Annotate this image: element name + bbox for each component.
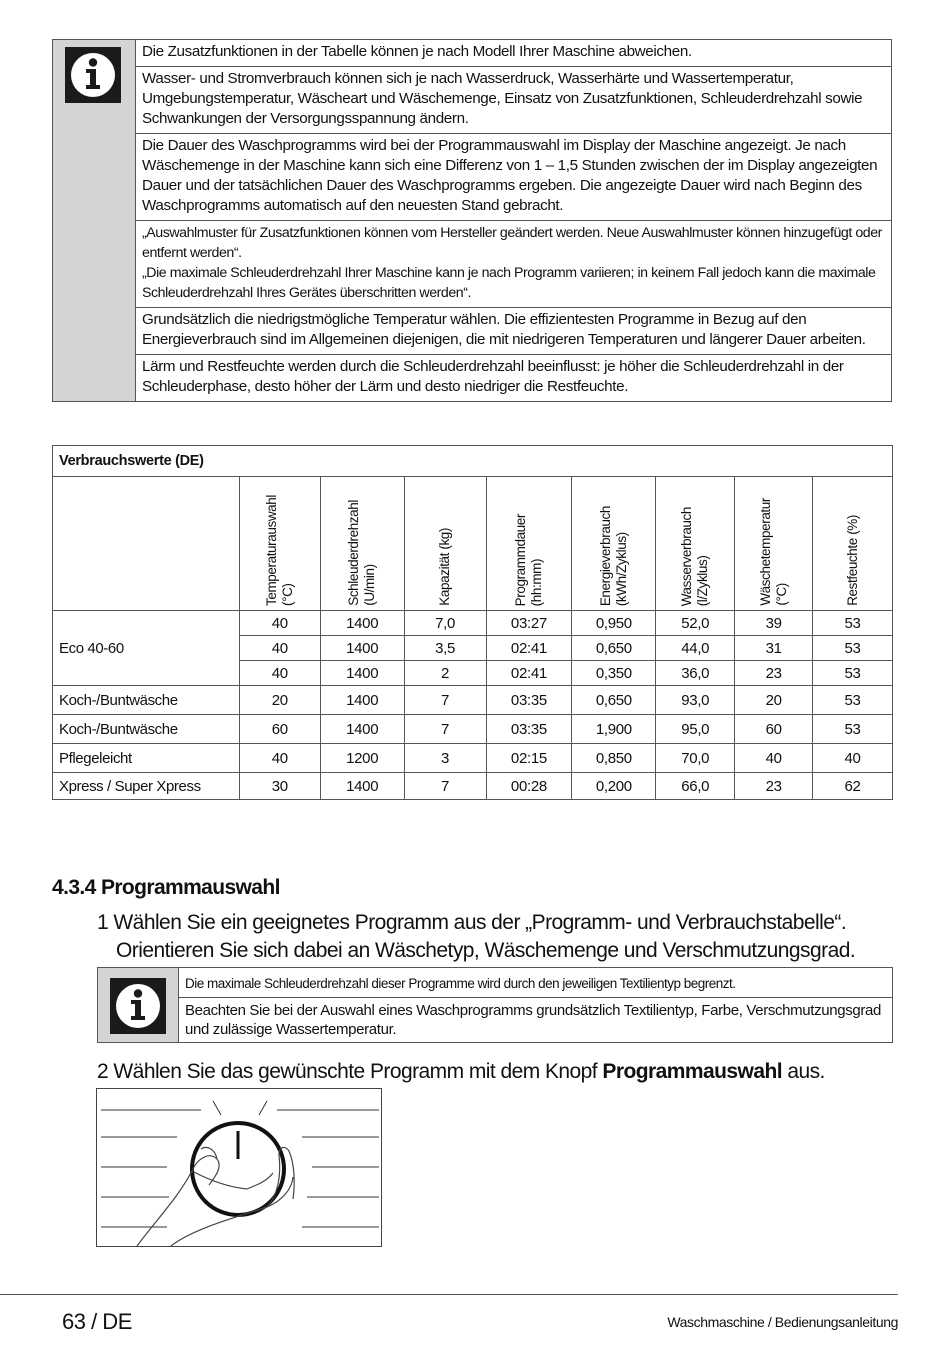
table-row (53, 715, 893, 744)
column-header: Programmdauer (hh:mm) (512, 513, 544, 606)
info-note-text: Wasser- und Stromverbrauch können sich je nach Wasserdruck, Wasserhärte und Wassertemperatur, Umgebungstemperatur, Wäscheart und Wäschemenge, Einsatz von Zusatzfunktionen, Schleuderdrehzahl sowie Schwankungen der Versorgungsspannung ändern. (136, 67, 892, 134)
info-icon-cell (53, 40, 136, 402)
table-cell: 7,0 (404, 611, 486, 636)
header-empty-cell (53, 477, 240, 611)
column-header: Restfeuchte (%) (844, 515, 860, 606)
table-cell: 31 (735, 636, 813, 661)
table-cell: 40 (239, 611, 320, 636)
info-note-text: Die maximale Schleuderdrehzahl dieser Programme wird durch den jeweiligen Textilientyp begrenzt. (179, 968, 893, 998)
info-note-text: Beachten Sie bei der Auswahl eines Waschprogramms grundsätzlich Textilientyp, Farbe, Verschmutzungsgrad und zulässige Wassertemperatur. (179, 998, 893, 1043)
section-heading: 4.3.4 Programmauswahl (52, 876, 280, 899)
table-cell: 93,0 (656, 686, 735, 715)
table-cell: 1400 (320, 611, 404, 636)
step-1-line-2: Orientieren Sie sich dabei an Wäschetyp, Wäschemenge und Verschmutzungsgrad. (116, 939, 856, 962)
table-cell: 53 (813, 686, 893, 715)
info-box-program-note (97, 967, 893, 1043)
program-name: Eco 40-60 (53, 611, 240, 686)
step-1 (97, 909, 897, 965)
table-cell: 02:41 (486, 636, 572, 661)
table-cell: 0,850 (572, 744, 656, 773)
table-cell: 3,5 (404, 636, 486, 661)
table-cell: 2 (404, 661, 486, 686)
table-cell: 0,950 (572, 611, 656, 636)
table-cell: 1400 (320, 686, 404, 715)
table-cell: 7 (404, 773, 486, 800)
table-cell: 1400 (320, 661, 404, 686)
page-number: 63 / DE (62, 1309, 132, 1334)
table-cell: 53 (813, 636, 893, 661)
program-name: Xpress / Super Xpress (53, 773, 240, 800)
step-1-line-1: 1 Wählen Sie ein geeignetes Programm aus der „Programm- und Verbrauchstabelle“. (97, 911, 847, 934)
table-cell: 52,0 (656, 611, 735, 636)
table-cell: 53 (813, 661, 893, 686)
table-cell: 0,200 (572, 773, 656, 800)
program-name: Koch-/Buntwäsche (53, 715, 240, 744)
table-cell: 40 (735, 744, 813, 773)
table-cell: 1400 (320, 636, 404, 661)
info-note-text: Die Zusatzfunktionen in der Tabelle können je nach Modell Ihrer Maschine abweichen. (136, 40, 892, 67)
table-cell: 36,0 (656, 661, 735, 686)
table-cell: 03:35 (486, 715, 572, 744)
program-knob-illustration (96, 1088, 382, 1247)
column-header: Schleuderdrehzahl (U/min) (346, 500, 378, 606)
table-cell: 0,650 (572, 686, 656, 715)
table-cell: 0,350 (572, 661, 656, 686)
table-cell: 40 (239, 636, 320, 661)
table-cell: 70,0 (656, 744, 735, 773)
table-cell: 03:35 (486, 686, 572, 715)
footer-divider (0, 1294, 898, 1295)
table-header-row (53, 477, 893, 611)
info-icon (65, 47, 121, 103)
table-title: Verbrauchswerte (DE) (53, 446, 893, 477)
table-row (53, 773, 893, 800)
table-cell: 1400 (320, 715, 404, 744)
table-row (53, 686, 893, 715)
table-cell: 0,650 (572, 636, 656, 661)
table-cell: 02:15 (486, 744, 572, 773)
table-row (53, 744, 893, 773)
info-note-text: Lärm und Restfeuchte werden durch die Schleuderdrehzahl beeinflusst: je höher die Schleuderdrehzahl in der Schleuderphase, desto höher der Lärm und desto niedriger die Restfeuchte. (136, 355, 892, 402)
info-box-notes (52, 39, 892, 402)
table-row (53, 611, 893, 636)
column-header: Kapazität (kg) (437, 528, 453, 606)
table-cell: 23 (735, 661, 813, 686)
table-cell: 53 (813, 611, 893, 636)
table-cell: 66,0 (656, 773, 735, 800)
step-2-knob-name: Programmauswahl (602, 1060, 783, 1083)
table-cell: 1,900 (572, 715, 656, 744)
info-note-text: Die Dauer des Waschprogramms wird bei der Programmauswahl im Display der Maschine angezeigt. Je nach Wäschemenge in der Maschine kann sich eine Differenz von 1 – 1,5 Stunden zwischen der im Display angezeigten Dauer und der tatsächlichen Dauer des Waschprogramms ergeben. Die angezeigte Dauer wird nach Beginn des Waschprogramms automatisch auf den neuesten Stand gebracht. (136, 134, 892, 221)
table-cell: 40 (813, 744, 893, 773)
table-cell: 30 (239, 773, 320, 800)
step-2 (97, 1058, 825, 1086)
table-cell: 7 (404, 686, 486, 715)
table-cell: 1200 (320, 744, 404, 773)
column-header: Temperaturauswahl (°C) (263, 494, 295, 606)
table-cell: 39 (735, 611, 813, 636)
table-cell: 7 (404, 715, 486, 744)
table-cell: 40 (239, 661, 320, 686)
table-cell: 00:28 (486, 773, 572, 800)
table-cell: 44,0 (656, 636, 735, 661)
info-note-text: „Auswahlmuster für Zusatzfunktionen können vom Hersteller geändert werden. Neue Auswahlmuster können hinzugefügt oder entfernt werden“. „Die maximale Schleuderdrehzahl Ihrer Maschine kann je nach Programm variieren; in keinem Fall jedoch kann die maximale Schleuderdrehzahl Ihres Gerätes überschritten werden“. (136, 221, 892, 308)
table-cell: 53 (813, 715, 893, 744)
program-name: Koch-/Buntwäsche (53, 686, 240, 715)
hand-turning-knob-image (97, 1089, 381, 1246)
document-title: Waschmaschine / Bedienungsanleitung (667, 1314, 898, 1330)
table-cell: 1400 (320, 773, 404, 800)
consumption-table (52, 445, 893, 800)
table-cell: 23 (735, 773, 813, 800)
table-cell: 60 (735, 715, 813, 744)
program-name: Pflegeleicht (53, 744, 240, 773)
info-icon-cell (98, 968, 179, 1043)
table-cell: 02:41 (486, 661, 572, 686)
info-note-text: Grundsätzlich die niedrigstmögliche Temperatur wählen. Die effizientesten Programme in Bezug auf den Energieverbrauch sind im Allgemeinen diejenigen, die mit niedrigeren Temperaturen und längerer Dauer arbeiten. (136, 308, 892, 355)
table-cell: 60 (239, 715, 320, 744)
table-cell: 3 (404, 744, 486, 773)
table-cell: 40 (239, 744, 320, 773)
step-2-text: 2 Wählen Sie das gewünschte Programm mit dem Knopf (97, 1060, 598, 1083)
table-cell: 03:27 (486, 611, 572, 636)
column-header: Energieverbrauch (kWh/Zyklus) (597, 505, 629, 606)
table-cell: 95,0 (656, 715, 735, 744)
table-cell: 62 (813, 773, 893, 800)
table-cell: 20 (239, 686, 320, 715)
column-header: Wasserverbrauch (l/Zyklus) (679, 506, 711, 606)
step-2-suffix: aus. (787, 1060, 825, 1083)
column-header: Wäschetemperatur (°C) (757, 498, 789, 606)
info-icon (110, 978, 166, 1034)
table-cell: 20 (735, 686, 813, 715)
